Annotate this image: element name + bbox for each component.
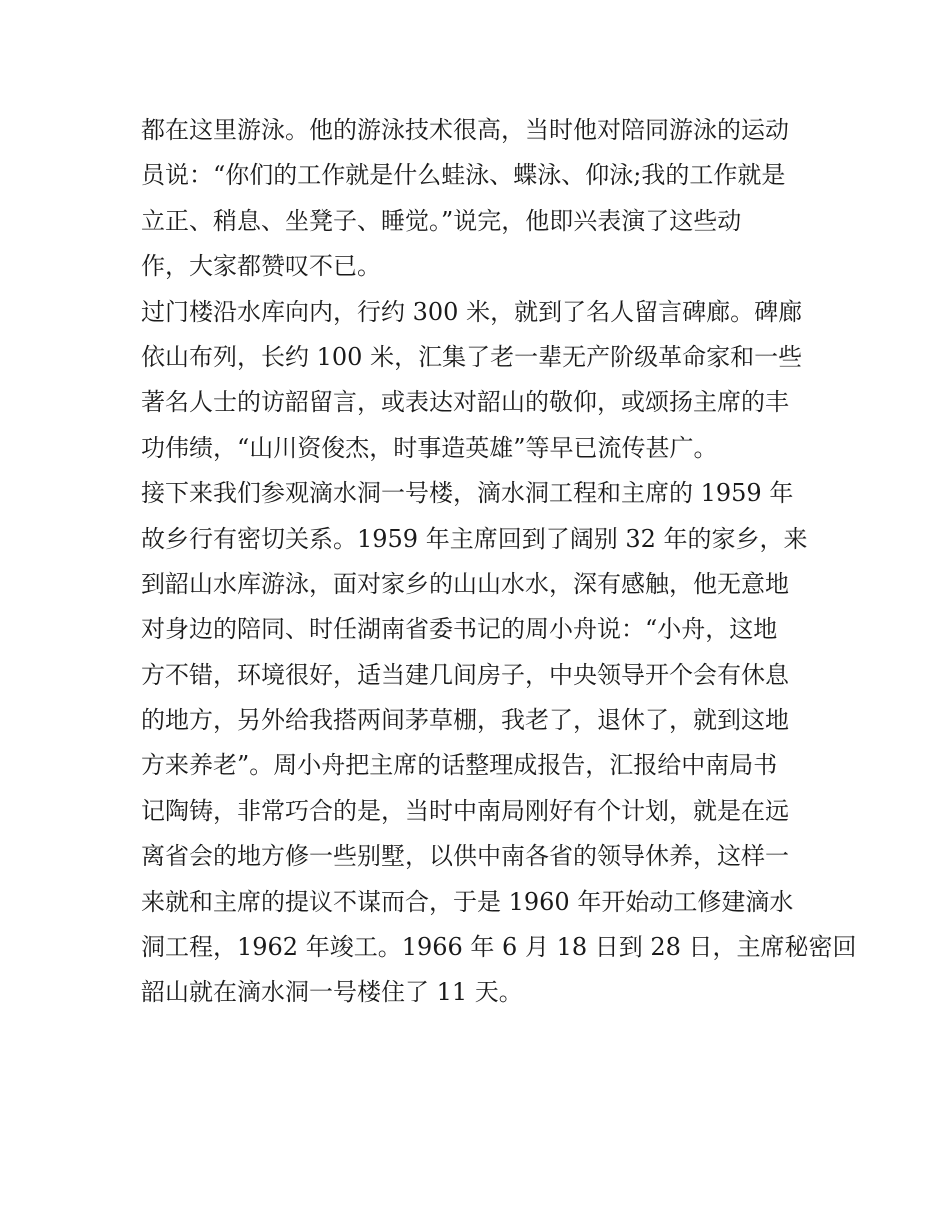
text-line: 作，大家都赞叹不已。: [141, 252, 381, 281]
text-line: 记陶铸，非常巧合的是，当时中南局刚好有个计划，就是在远: [141, 796, 789, 825]
text-line: 功伟绩，“山川资俊杰，时事造英雄”等早已流传甚广。: [141, 433, 718, 462]
text-line: 过门楼沿水库向内，行约 300 米，就到了名人留言碑廊。碑廊: [141, 297, 803, 326]
text-line: 韶山就在滴水洞一号楼住了 11 天。: [141, 978, 523, 1007]
body-text: [141, 108, 857, 1016]
text-line: 方不错，环境很好，适当建几间房子，中央领导开个会有休息: [141, 660, 789, 689]
text-line: 洞工程，1962 年竣工。1966 年 6 月 18 日到 28 日，主席秘密回: [141, 933, 857, 962]
text-line: 来就和主席的提议不谋而合，于是 1960 年开始动工修建滴水: [141, 887, 794, 916]
text-line: 员说：“你们的工作就是什么蛙泳、蝶泳、仰泳;我的工作就是: [141, 161, 786, 190]
text-line: 的地方，另外给我搭两间茅草棚，我老了，退休了，就到这地: [141, 706, 789, 735]
text-line: 对身边的陪同、时任湖南省委书记的周小舟说：“小舟，这地: [141, 615, 778, 644]
text-line: 著名人士的访韶留言，或表达对韶山的敬仰，或颂扬主席的丰: [141, 388, 789, 417]
text-line: 接下来我们参观滴水洞一号楼，滴水洞工程和主席的 1959 年: [141, 479, 794, 508]
text-line: 离省会的地方修一些别墅，以供中南各省的领导休养，这样一: [141, 842, 789, 871]
text-line: 立正、稍息、坐凳子、睡觉。”说完，他即兴表演了这些动: [141, 206, 742, 235]
text-line: 依山布列，长约 100 米，汇集了老一辈无产阶级革命家和一些: [141, 342, 803, 371]
text-line: 到韶山水库游泳，面对家乡的山山水水，深有感触，他无意地: [141, 569, 789, 598]
text-line: 方来养老”。周小舟把主席的话整理成报告，汇报给中南局书: [141, 751, 778, 780]
text-line: 都在这里游泳。他的游泳技术很高，当时他对陪同游泳的运动: [141, 116, 789, 144]
text-line: 故乡行有密切关系。1959 年主席回到了阔别 32 年的家乡，来: [141, 524, 808, 553]
